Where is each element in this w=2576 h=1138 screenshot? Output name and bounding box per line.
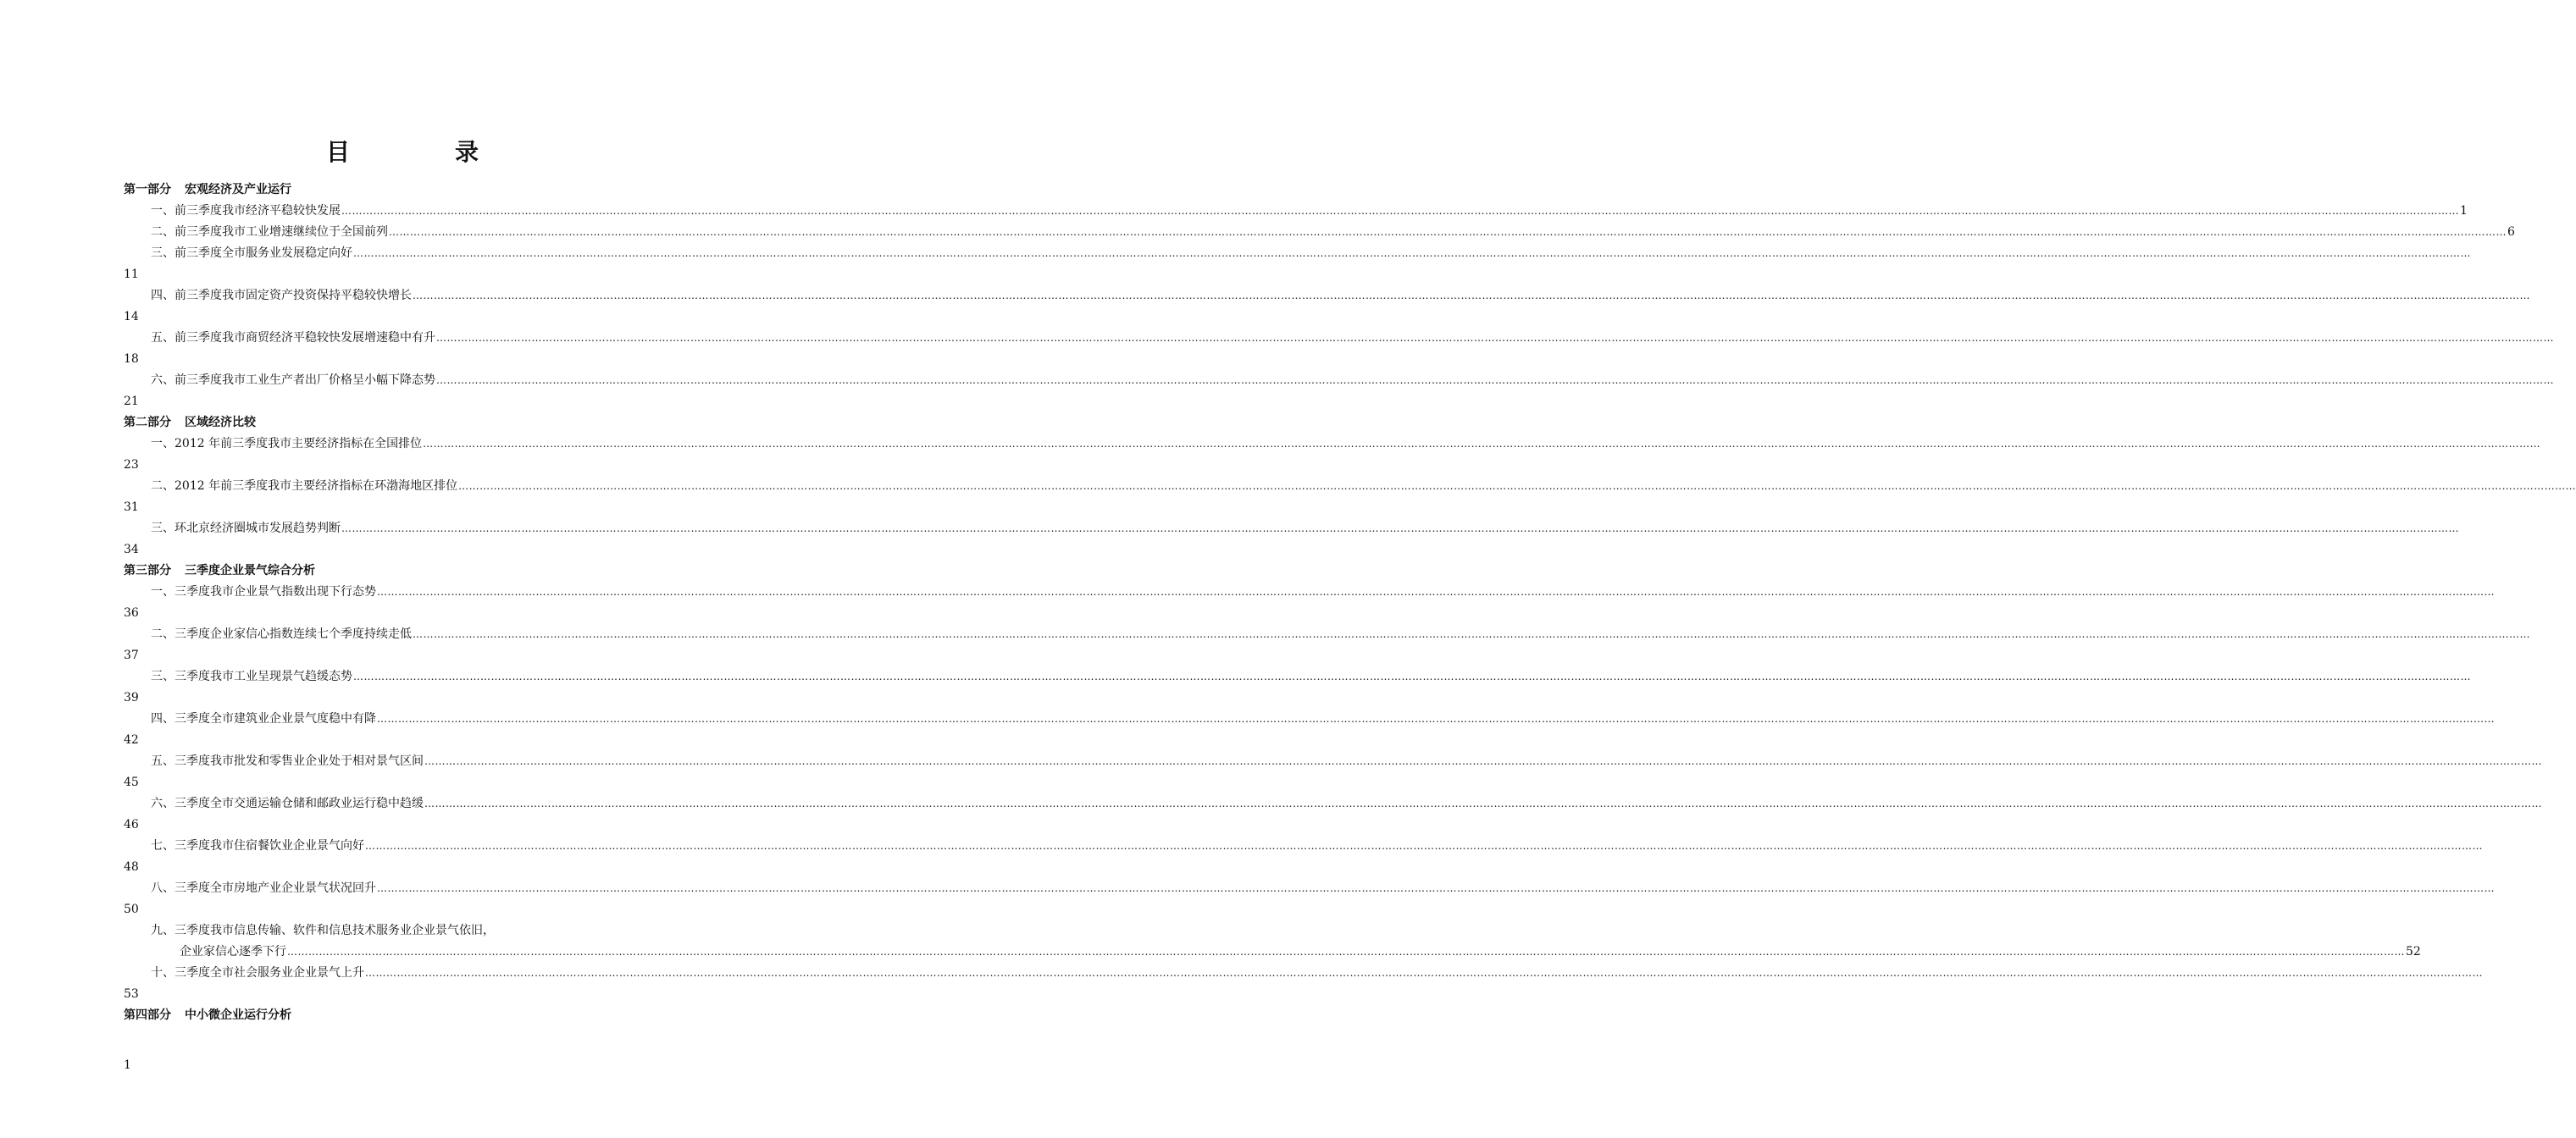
dot-leader: …………………………………………………………………………………………………………………………………………………………………………………………………………………………………………………………………………………………………………………………………………………………………………………………………………………………………………………………………………………………………………………………………………………… — [365, 967, 2483, 979]
dot-leader: …………………………………………………………………………………………………………………………………………………………………………………………………………………………………………………………………………………………………………………………………………………………………………………………………………………………………………………………………………………………………………………………………………………… — [423, 438, 2541, 450]
entry-number: 六、 — [151, 373, 175, 387]
entry-page-number: 36 — [124, 606, 139, 620]
part-label: 第四部分 — [124, 1008, 171, 1022]
entry-page-number: 37 — [124, 649, 139, 662]
entry-number: 一、 — [151, 437, 175, 450]
toc-part-heading — [124, 561, 683, 582]
entry-title: 前三季度我市工业生产者出厂价格呈小幅下降态势 — [175, 373, 435, 387]
dot-leader: …………………………………………………………………………………………………………………………………………………………………………………………………………………………………………………………………………………………………………………………………………………………………………………………………………………………………………………………………………………………………………………………………………………… — [353, 247, 2471, 259]
page-title: 目 录 — [325, 138, 519, 166]
entry-page-number: 21 — [124, 395, 139, 408]
entry-number: 二、 — [151, 627, 175, 641]
toc-entry[interactable] — [124, 201, 2468, 222]
entry-number: 五、 — [151, 754, 175, 768]
entry-title: 2012 年前三季度我市主要经济指标在全国排位 — [175, 437, 423, 450]
entry-title: 三季度我市信息传输、软件和信息技术服务业企业景气依旧， — [175, 924, 495, 937]
dot-leader: …………………………………………………………………………………………………………………………………………………………………………………………………………………………………………………………………………………………………………………………………………………………………………………………………………………………………………………………………………………………………………………………………………………… — [413, 290, 2530, 301]
dot-leader: …………………………………………………………………………………………………………………………………………………………………………………………………………………………………………………………………………………………………………………………………………………………………………………………………………………………………………………………………………………………………………………………………………………… — [365, 840, 2483, 852]
entry-title: 三季度全市房地产业企业景气状况回升 — [175, 881, 376, 895]
entry-number: 八、 — [151, 881, 175, 895]
dot-leader: …………………………………………………………………………………………………………………………………………………………………………………………………………………………………………………………………………………………………………………………………………………………………………………………………………………………………………………………………………………………………………………………………………………… — [341, 522, 2459, 534]
dot-leader: …………………………………………………………………………………………………………………………………………………………………………………………………………………………………………………………………………………………………………………………………………………………………………………………………………………………………………………………………………………………………………………………………………………… — [458, 480, 2576, 492]
entry-page-number: 39 — [124, 691, 139, 704]
entry-number: 七、 — [151, 839, 175, 853]
toc-entry[interactable] — [124, 434, 2541, 476]
toc-entry[interactable] — [124, 666, 2471, 709]
dot-leader: …………………………………………………………………………………………………………………………………………………………………………………………………………………………………………………………………………………………………………………………………………………………………………………………………………………………………………………………………………………………………………………………………………………… — [413, 628, 2530, 640]
entry-title: 三季度我市住宿餐饮业企业景气向好 — [175, 839, 364, 853]
entry-number: 九、 — [151, 924, 175, 937]
toc-entry[interactable] — [124, 370, 2554, 412]
part-label: 第三部分 — [124, 564, 171, 577]
part-label: 第二部分 — [124, 416, 171, 429]
entry-number: 一、 — [151, 204, 175, 218]
toc-part-heading — [124, 412, 683, 434]
dot-leader: …………………………………………………………………………………………………………………………………………………………………………………………………………………………………………………………………………………………………………………………………………………………………………………………………………………………………………………………………………………………………………………………………………………… — [436, 374, 2554, 386]
entry-page-number: 42 — [124, 733, 139, 747]
toc-part-heading — [124, 180, 683, 201]
toc-entry[interactable] — [124, 476, 2576, 518]
entry-title: 三季度企业家信心指数连续七个季度持续走低 — [175, 627, 412, 641]
entry-title: 三季度我市企业景气指数出现下行态势 — [175, 585, 376, 599]
entry-page-number: 48 — [124, 860, 139, 874]
part-name: 宏观经济及产业运行 — [185, 183, 291, 196]
dot-leader: …………………………………………………………………………………………………………………………………………………………………………………………………………………………………………………………………………………………………………………………………………………………………………………………………………………………………………………………………………………………………………………………………………………… — [389, 226, 2507, 238]
entry-title: 前三季度我市工业增速继续位于全国前列 — [175, 225, 388, 239]
entry-page-number: 1 — [2460, 204, 2468, 218]
entry-title-continued: 企业家信心逐季下行 — [180, 945, 286, 958]
toc-entry[interactable] — [124, 878, 2495, 920]
entry-title: 环北京经济圈城市发展趋势判断 — [175, 522, 341, 535]
dot-leader: …………………………………………………………………………………………………………………………………………………………………………………………………………………………………………………………………………………………………………………………………………………………………………………………………………………………………………………………………………………………………………………………………………………… — [424, 798, 2542, 809]
toc-entry[interactable] — [124, 920, 2421, 963]
entry-number: 三、 — [151, 246, 175, 260]
entry-page-number: 18 — [124, 352, 139, 366]
entry-page-number: 52 — [2406, 945, 2421, 958]
dot-leader: …………………………………………………………………………………………………………………………………………………………………………………………………………………………………………………………………………………………………………………………………………………………………………………………………………………………………………………………………………………………………………………………………………………… — [436, 332, 2554, 344]
toc-entry[interactable] — [124, 793, 2542, 836]
entry-title: 前三季度我市经济平稳较快发展 — [175, 204, 341, 218]
toc-entry[interactable] — [124, 222, 2515, 243]
entry-number: 三、 — [151, 522, 175, 535]
entry-page-number: 53 — [124, 987, 139, 1001]
entry-title: 前三季度我市固定资产投资保持平稳较快增长 — [175, 289, 412, 302]
dot-leader: …………………………………………………………………………………………………………………………………………………………………………………………………………………………………………………………………………………………………………………………………………………………………………………………………………………………………………………………………………………………………………………………………………………… — [341, 205, 2459, 217]
entry-page-number: 6 — [2507, 225, 2515, 239]
entry-title: 三季度全市交通运输仓储和邮政业运行稳中趋缓 — [175, 797, 424, 810]
entry-page-number: 46 — [124, 818, 139, 831]
entry-title: 三季度我市批发和零售业企业处于相对景气区间 — [175, 754, 424, 768]
toc-entry[interactable] — [124, 518, 2459, 561]
entry-page-number: 31 — [124, 500, 139, 514]
toc-entry[interactable] — [124, 285, 2530, 328]
entry-title: 三季度全市社会服务业企业景气上升 — [175, 966, 364, 980]
entry-title: 三季度全市建筑业企业景气度稳中有降 — [175, 712, 376, 726]
dot-leader: …………………………………………………………………………………………………………………………………………………………………………………………………………………………………………………………………………………………………………………………………………………………………………………………………………………………………………………………………………………………………………………………………………………… — [424, 755, 2542, 767]
entry-title: 2012 年前三季度我市主要经济指标在环渤海地区排位 — [175, 479, 458, 493]
entry-page-number: 45 — [124, 776, 139, 789]
toc-entry[interactable] — [124, 328, 2554, 370]
dot-leader: …………………………………………………………………………………………………………………………………………………………………………………………………………………………………………………………………………………………………………………………………………………………………………………………………………………………………………………………………………………………………………………………………………………… — [353, 671, 2471, 682]
table-of-contents — [124, 180, 2576, 1026]
entry-number: 二、 — [151, 225, 175, 239]
entry-number: 六、 — [151, 797, 175, 810]
dot-leader: …………………………………………………………………………………………………………………………………………………………………………………………………………………………………………………………………………………………………………………………………………………………………………………………………………………………………………………………………………………………………………………………………………………… — [287, 946, 2405, 958]
part-name: 中小微企业运行分析 — [185, 1008, 291, 1022]
toc-entry[interactable] — [124, 963, 2483, 1005]
entry-number: 五、 — [151, 331, 175, 345]
entry-page-number: 11 — [124, 268, 139, 281]
toc-entry[interactable] — [124, 624, 2530, 666]
part-name: 三季度企业景气综合分析 — [185, 564, 315, 577]
toc-entry[interactable] — [124, 751, 2542, 793]
entry-number: 十、 — [151, 966, 175, 980]
entry-title: 前三季度全市服务业发展稳定向好 — [175, 246, 352, 260]
entry-number: 一、 — [151, 585, 175, 599]
dot-leader: …………………………………………………………………………………………………………………………………………………………………………………………………………………………………………………………………………………………………………………………………………………………………………………………………………………………………………………………………………………………………………………………………………………… — [377, 882, 2495, 894]
entry-number: 四、 — [151, 289, 175, 302]
entry-page-number: 14 — [124, 310, 139, 323]
part-label: 第一部分 — [124, 183, 171, 196]
dot-leader: …………………………………………………………………………………………………………………………………………………………………………………………………………………………………………………………………………………………………………………………………………………………………………………………………………………………………………………………………………………………………………………………………………………… — [377, 586, 2495, 598]
page-number: 1 — [124, 1058, 131, 1072]
entry-number: 二、 — [151, 479, 175, 493]
toc-entry[interactable] — [124, 709, 2495, 751]
toc-entry[interactable] — [124, 836, 2483, 878]
toc-entry[interactable] — [124, 243, 2471, 285]
entry-page-number: 23 — [124, 458, 139, 472]
entry-page-number: 34 — [124, 543, 139, 556]
entry-page-number: 50 — [124, 903, 139, 916]
entry-title: 三季度我市工业呈现景气趋缓态势 — [175, 670, 352, 683]
toc-entry[interactable] — [124, 582, 2495, 624]
toc-part-heading — [124, 1005, 683, 1026]
entry-title: 前三季度我市商贸经济平稳较快发展增速稳中有升 — [175, 331, 435, 345]
entry-number: 三、 — [151, 670, 175, 683]
dot-leader: …………………………………………………………………………………………………………………………………………………………………………………………………………………………………………………………………………………………………………………………………………………………………………………………………………………………………………………………………………………………………………………………………………………… — [377, 713, 2495, 725]
entry-number: 四、 — [151, 712, 175, 726]
part-name: 区域经济比较 — [185, 416, 256, 429]
